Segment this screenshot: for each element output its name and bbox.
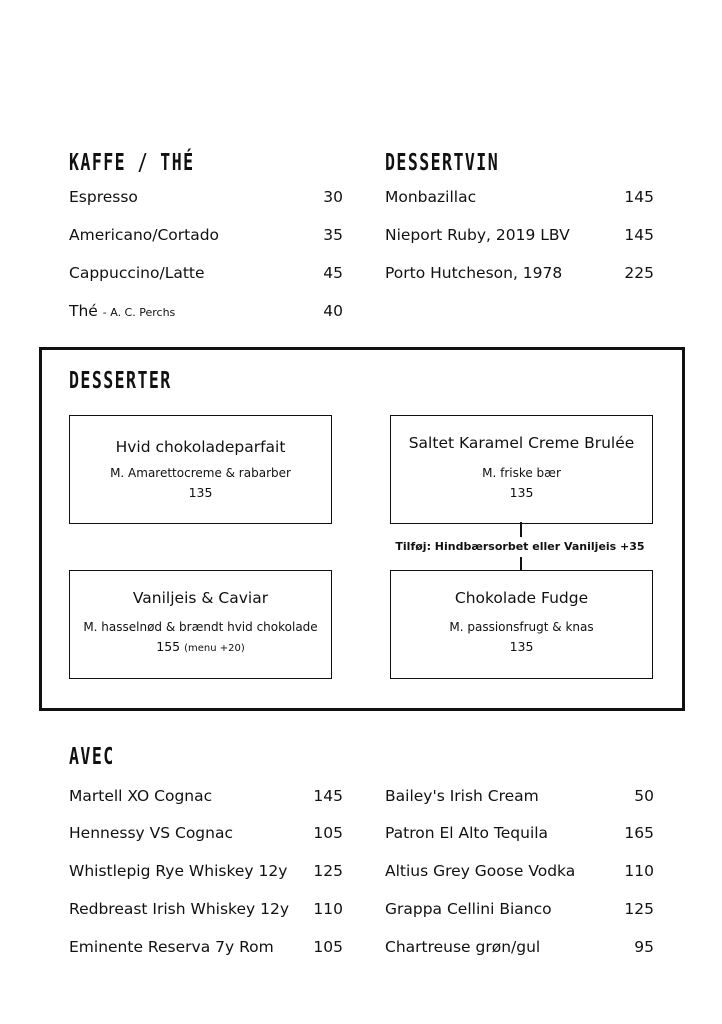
dessert-description: M. Amarettocreme & rabarber (110, 466, 291, 480)
item-price: 145 (624, 188, 654, 206)
item-name: Bailey's Irish Cream (385, 787, 539, 805)
item-price: 125 (313, 862, 343, 880)
item-name: Porto Hutcheson, 1978 (385, 264, 563, 282)
menu-item-grappa (385, 898, 654, 920)
dessert-title: Hvid chokoladeparfait (115, 438, 286, 456)
menu-item-eminente (69, 936, 343, 958)
dessert-price: 135 (188, 485, 213, 500)
item-price: 50 (634, 787, 654, 805)
item-price: 95 (634, 938, 654, 956)
menu-item-monbazillac (385, 186, 654, 208)
dessert-card-vaniljeis (69, 570, 332, 679)
menu-item-chartreuse (385, 936, 654, 958)
item-name: Nieport Ruby, 2019 LBV (385, 226, 570, 244)
item-name-text: Thé (69, 302, 98, 320)
item-price: 165 (624, 824, 654, 842)
item-price: 105 (313, 824, 343, 842)
kaffe-heading: KAFFE / THÉ (69, 150, 195, 176)
menu-item-porto-hutcheson (385, 262, 654, 284)
item-name: Redbreast Irish Whiskey 12y (69, 900, 289, 918)
menu-item-baileys (385, 785, 654, 807)
item-price: 145 (313, 787, 343, 805)
item-name: Americano/Cortado (69, 226, 220, 244)
item-name: Patron El Alto Tequila (385, 824, 549, 842)
dessert-price-note: (menu +20) (184, 643, 245, 654)
dessert-price: 135 (509, 639, 534, 654)
item-name: Martell XO Cognac (69, 787, 213, 805)
menu-item-whistlepig (69, 860, 343, 882)
dessertvin-heading: DESSERTVIN (385, 150, 500, 176)
dessert-description: M. friske bær (482, 466, 561, 480)
item-price: 110 (624, 862, 654, 880)
dessert-title: Saltet Karamel Creme Brulée (408, 434, 635, 452)
dessert-card-parfait (69, 415, 332, 524)
item-name: Monbazillac (385, 188, 477, 206)
dessert-card-chokolade-fudge (390, 570, 653, 679)
item-name (69, 300, 175, 324)
item-price: 110 (313, 900, 343, 918)
menu-item-the (69, 300, 343, 322)
item-name: Espresso (69, 188, 138, 206)
dessert-price: 135 (509, 485, 534, 500)
item-price: 30 (323, 188, 343, 206)
menu-item-nieport-ruby (385, 224, 654, 246)
dessert-title: Vaniljeis & Caviar (132, 589, 269, 607)
menu-item-patron (385, 822, 654, 844)
addon-note: Tilføj: Hindbærsorbet eller Vaniljeis +35 (394, 537, 646, 557)
menu-item-altius (385, 860, 654, 882)
dessert-description: M. hasselnød & brændt hvid chokolade (83, 620, 318, 634)
item-price: 40 (323, 302, 343, 320)
dessert-card-creme-brulee (390, 415, 653, 524)
item-note: - A. C. Perchs (102, 306, 176, 319)
item-price: 105 (313, 938, 343, 956)
avec-heading: AVEC (69, 744, 115, 770)
dessert-price-line (70, 639, 331, 654)
item-price: 45 (323, 264, 343, 282)
item-price: 145 (624, 226, 654, 244)
item-name: Whistlepig Rye Whiskey 12y (69, 862, 288, 880)
dessert-title: Chokolade Fudge (454, 589, 589, 607)
item-name: Chartreuse grøn/gul (385, 938, 541, 956)
item-name: Cappuccino/Latte (69, 264, 205, 282)
desserter-heading: DESSERTER (69, 368, 172, 394)
menu-item-espresso (69, 186, 343, 208)
item-price: 225 (624, 264, 654, 282)
item-price: 35 (323, 226, 343, 244)
menu-item-redbreast (69, 898, 343, 920)
dessert-price: 155 (156, 639, 181, 654)
menu-item-hennessy (69, 822, 343, 844)
item-name: Altius Grey Goose Vodka (385, 862, 576, 880)
dessert-description: M. passionsfrugt & knas (449, 620, 594, 634)
item-name: Hennessy VS Cognac (69, 824, 233, 842)
menu-item-martell (69, 785, 343, 807)
item-name: Grappa Cellini Bianco (385, 900, 552, 918)
menu-item-cappuccino (69, 262, 343, 284)
menu-item-americano (69, 224, 343, 246)
item-name: Eminente Reserva 7y Rom (69, 938, 274, 956)
item-price: 125 (624, 900, 654, 918)
